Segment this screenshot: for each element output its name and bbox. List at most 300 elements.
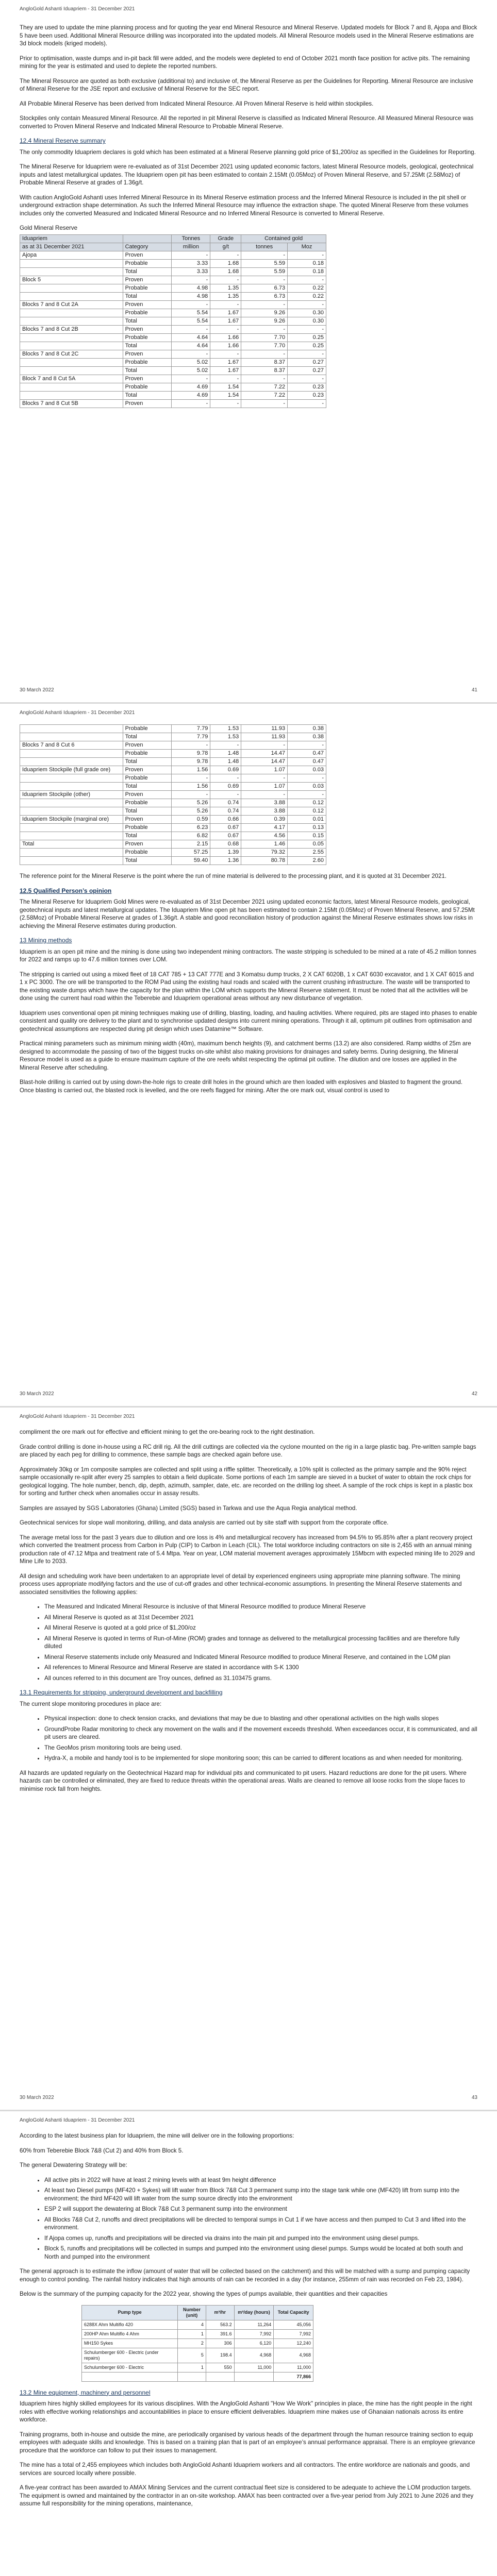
table-row xyxy=(20,366,326,375)
table-cell: 1.48 xyxy=(210,758,241,766)
table-cell: 1.56 xyxy=(172,766,210,774)
table-cell: - xyxy=(172,276,210,284)
list-item: • All ounces referred to in this document are Troy ounces, defined as 31.103475 grams. xyxy=(44,1674,477,1683)
table-cell: 5.26 xyxy=(172,807,210,816)
list-item: • If Ajopa comes up, runoffs and precipitations will be directed via drains into the main pit and pumped into the environment using diesel pumps. xyxy=(44,2234,477,2243)
table-cell: 0.23 xyxy=(288,391,326,399)
table-cell: Proven xyxy=(123,251,172,259)
table-cell: 0.12 xyxy=(288,807,326,816)
page-footer xyxy=(20,1391,477,1397)
table-cell: 0.27 xyxy=(288,366,326,375)
table-cell: 8.37 xyxy=(241,366,288,375)
table-cell xyxy=(20,849,123,857)
table-cell: - xyxy=(288,399,326,408)
gold-reserve-table xyxy=(20,234,326,408)
paragraph: The current slope monitoring procedures in place are: xyxy=(20,1700,162,1707)
table-cell xyxy=(20,309,123,317)
table-cell: - xyxy=(210,251,241,259)
table-cell: Total xyxy=(123,342,172,350)
table-cell: - xyxy=(210,276,241,284)
page-header: AngloGold Ashanti Iduapriem - 31 December 2021 xyxy=(20,1414,135,1419)
table-cell: 4.17 xyxy=(241,824,288,832)
table-cell: 0.68 xyxy=(210,840,241,849)
table-header-cell: Pump type xyxy=(82,2305,178,2320)
table-row xyxy=(20,251,326,259)
table-row xyxy=(20,758,326,766)
table-cell: 0.59 xyxy=(172,816,210,824)
table-cell: 12,240 xyxy=(274,2338,313,2348)
table-cell: 0.15 xyxy=(288,832,326,840)
table-row xyxy=(20,791,326,799)
table-cell xyxy=(20,832,123,840)
table-row xyxy=(20,857,326,865)
table-cell: - xyxy=(172,350,210,358)
page-footer xyxy=(20,2095,477,2100)
table-cell: MH150 Sykes xyxy=(82,2338,178,2348)
table-cell: 7.70 xyxy=(241,333,288,342)
page-44 xyxy=(0,2111,497,2576)
table-cell xyxy=(20,342,123,350)
table-cell: 2.55 xyxy=(288,849,326,857)
table-cell: 0.22 xyxy=(288,284,326,292)
table-cell xyxy=(206,2372,234,2381)
table-cell xyxy=(20,333,123,342)
table-cell: 5.59 xyxy=(241,267,288,276)
table-row xyxy=(20,799,326,807)
table-cell xyxy=(20,774,123,783)
table-cell: 6.73 xyxy=(241,284,288,292)
table-cell: 200HP Ahm Multiflo 4 Ahm xyxy=(82,2329,178,2338)
table-cell: 11.93 xyxy=(241,725,288,733)
table-cell: - xyxy=(288,791,326,799)
table-cell: 4.98 xyxy=(172,284,210,292)
paragraph: Below is the summary of the pumping capacity for the 2022 year, showing the types of pumps available, their quantities and their capacities xyxy=(20,2291,388,2297)
table-cell: 6288X Ahm Multiflo 420 xyxy=(82,2320,178,2329)
table-cell: Schulumberger 600 - Electric xyxy=(82,2363,178,2372)
table-cell: Proven xyxy=(123,276,172,284)
bullet-list xyxy=(20,2176,477,2261)
table-body xyxy=(82,2320,313,2372)
table-cell: 1.66 xyxy=(210,342,241,350)
table-cell: Probable xyxy=(123,309,172,317)
table-cell: 0.25 xyxy=(288,333,326,342)
paragraph: Approximately 30kg or 1m composite samples are collected and split using a riffle splitter. Theoretically, a 10% split is collected as the primary sample and the 90% reject sample occasionally re-split after every 25 samples to obtain a field duplicate. Some portions of each 1m sample are sieved in a bucket of water to obtain the rock chips for geological logging. The hole number, bench, dip, depth, azimuth, sampler, date, etc. are recorded on the drilling log sheet. A sample of the rock chips is kept in a plastic box for sorting and further check when anomalies occur in assay results. xyxy=(20,1466,473,1497)
table-cell: - xyxy=(210,300,241,309)
table-row xyxy=(20,750,326,758)
table-cell: Blocks 7 and 8 Cut 2C xyxy=(20,350,123,358)
table-cell: 0.30 xyxy=(288,317,326,325)
section-heading: 13.1 Requirements for stripping, underground development and backfilling xyxy=(20,1689,223,1696)
table-cell: 45,056 xyxy=(274,2320,313,2329)
table-header-cell xyxy=(123,234,172,243)
table-cell: - xyxy=(172,741,210,750)
table-row xyxy=(20,807,326,816)
table-row xyxy=(20,725,326,733)
gold-reserve-table-continued xyxy=(20,724,326,865)
table-cell: 1.36 xyxy=(210,857,241,865)
table-cell: 0.30 xyxy=(288,309,326,317)
table-cell: - xyxy=(210,791,241,799)
table-cell xyxy=(20,284,123,292)
table-row xyxy=(20,276,326,284)
table-cell: Probable xyxy=(123,284,172,292)
page-number: 43 xyxy=(471,2095,477,2100)
table-cell: 7.79 xyxy=(172,725,210,733)
table-cell: Blocks 7 and 8 Cut 2A xyxy=(20,300,123,309)
table-row xyxy=(20,840,326,849)
table-cell: 0.69 xyxy=(210,766,241,774)
table-cell: Probable xyxy=(123,774,172,783)
paragraph: They are used to update the mine planning process and for quoting the year end Mineral Resource and Mineral Reserve. Updated models for Block 7 and 8, Ajopa and Block 5 have been used. Additional Mineral Resource drilling was incorporated into the updated models. All Mineral Resource models used in the Mineral Reserve estimations are 3d block models (kriged models). xyxy=(20,24,477,47)
footer-date: 30 March 2022 xyxy=(20,1391,54,1397)
paragraph: The reference point for the Mineral Reserve is the point where the run of mine material is delivered to the processing plant, and it is quoted at 31 December 2021. xyxy=(20,873,447,879)
table-cell: 6.82 xyxy=(172,832,210,840)
table-cell: 0.39 xyxy=(241,816,288,824)
page-42-content xyxy=(20,724,477,1101)
list-item: • Block 5, runoffs and precipitations will be collected in sumps and pumped into the environment using diesel pumps. Sumps would be located at both south and North and pumped into the environment xyxy=(44,2245,477,2261)
table-cell: - xyxy=(241,350,288,358)
table-row xyxy=(20,383,326,391)
section-heading: 12.5 Qualified Person’s opinion xyxy=(20,887,112,894)
table-cell: 1.68 xyxy=(210,267,241,276)
paragraph: The general Dewatering Strategy will be: xyxy=(20,2162,127,2168)
table-cell: 0.38 xyxy=(288,733,326,741)
table-cell: 11,264 xyxy=(234,2320,274,2329)
table-cell: - xyxy=(241,741,288,750)
table-cell: - xyxy=(210,350,241,358)
table-cell: 0.74 xyxy=(210,799,241,807)
table-cell: 0.18 xyxy=(288,259,326,267)
table-cell: 6.73 xyxy=(241,292,288,300)
table-row xyxy=(82,2348,313,2363)
table-cell: 0.23 xyxy=(288,383,326,391)
table-row xyxy=(20,733,326,741)
table-header-cell: as at 31 December 2021 xyxy=(20,243,123,251)
paragraph: The Mineral Reserve for Iduapriem Gold Mines were re-evaluated as of 31st December 2021 using updated economic factors, latest Mineral Resource models, geological, geotechnical inputs and latest metallurgical updates. The Iduapriem Mine open pit has been estimated to contain 2.15Mt (0.05Moz) of Proven Mineral Reserve, and 57.25Mt (2.58Moz) of Probable Mineral Reserve at grades of 1.36g/t. A stable and good reconciliation history of production against the Mineral Reserve estimates shows low risks in achieving the Mineral Reserve estimates during production. xyxy=(20,899,475,929)
table-cell: 5.54 xyxy=(172,317,210,325)
table-cell: 14.47 xyxy=(241,750,288,758)
table-header-row xyxy=(20,243,326,251)
table-cell: 3.33 xyxy=(172,267,210,276)
table-header-cell: Grade xyxy=(210,234,241,243)
section-heading: 13 Mining methods xyxy=(20,937,72,944)
table-cell: 5.26 xyxy=(172,799,210,807)
paragraph: The Mineral Resource are quoted as both exclusive (additional to) and inclusive of, the Mineral Reserve as per the Guidelines for Reporting. Mineral Resource are inclusive of Mineral Reserve for the JSE report and exclusive of Mineral Reserve for the SEC report. xyxy=(20,77,473,92)
list-item: • All active pits in 2022 will have at least 2 mining levels with at least 9m height difference xyxy=(44,2176,477,2184)
table-cell: 1.48 xyxy=(210,750,241,758)
table-cell: 1.35 xyxy=(210,292,241,300)
table-cell: 1.46 xyxy=(241,840,288,849)
paragraph: Training programs, both in-house and outside the mine, are periodically organised by various heads of the department through the human resource training section to equip employees with adequate skills and knowledge. This is based on a training plan that is part of an employee’s annual performance appraisal. There is an employee grievance procedure that the workforce can follow to put their issues to management. xyxy=(20,2431,475,2454)
table-cell: Proven xyxy=(123,816,172,824)
table-cell: Proven xyxy=(123,791,172,799)
table-cell: - xyxy=(241,300,288,309)
list-item: • ESP 2 will support the dewatering at Block 7&8 Cut 3 permanent sump into the environment xyxy=(44,2205,477,2213)
table-cell: 80.78 xyxy=(241,857,288,865)
table-cell: 1.67 xyxy=(210,366,241,375)
table-cell: 1.07 xyxy=(241,783,288,791)
paragraph: 60% from Teberebie Block 7&8 (Cut 2) and 40% from Block 5. xyxy=(20,2147,184,2154)
table-cell xyxy=(20,824,123,832)
table-cell: 4.56 xyxy=(241,832,288,840)
table-cell: - xyxy=(210,399,241,408)
table-cell: 0.22 xyxy=(288,292,326,300)
table-cell: Probable xyxy=(123,824,172,832)
table-cell: - xyxy=(241,399,288,408)
table-cell xyxy=(20,733,123,741)
table-cell: 0.03 xyxy=(288,766,326,774)
table-cell: - xyxy=(172,375,210,383)
table-cell: Iduapriem Stockpile (other) xyxy=(20,791,123,799)
table-cell: 1.53 xyxy=(210,733,241,741)
table-cell: 1.54 xyxy=(210,391,241,399)
table-cell: 3.88 xyxy=(241,799,288,807)
list-item: • GroundProbe Radar monitoring to check any movement on the walls and if the movement exceeds threshold. When exceedances occur, it is communicated, and all pit users are cleared. xyxy=(44,1725,477,1741)
table-cell xyxy=(20,758,123,766)
table-cell: Proven xyxy=(123,350,172,358)
table-cell: 1.67 xyxy=(210,309,241,317)
paragraph: The average metal loss for the past 3 years due to dilution and ore loss is 4% and metallurgical recovery has increased from 94.5% to 95.85% after a plant recovery project which converted the treatment process from Carbon in Pulp (CIP) to Carbon in Leach (CIL). The total workforce including contractors on site is 2,455 with an annual mining production rate of 47.12 Mtpa and treatment rate of 5.4 Mtpa. Year on year, LOM material movement averages approximately 15Mbcm with expected mining life to 2029 and Mine Life to 2033. xyxy=(20,1534,475,1565)
paragraph: Practical mining parameters such as minimum mining width (40m), maximum bench heights (9), and catchment berms (13.2) are also considered. Ramp widths of 25m are designed to accommodate the passing of two of the biggest trucks on-site whilst also making provisions for drainages and safety berms. During designing, the Mineral Resource model is used as a guide to ensure maximum capture of the ore reefs whilst respecting the optimal pit outline. The dilution and ore losses are applied in the Mineral Reserve after scheduling. xyxy=(20,1040,471,1071)
pump-capacity-table xyxy=(81,2305,313,2382)
table-cell: - xyxy=(288,741,326,750)
table-row xyxy=(20,317,326,325)
table-cell: - xyxy=(172,325,210,333)
table-row xyxy=(82,2338,313,2348)
page-41 xyxy=(0,0,497,702)
table-cell: 5.02 xyxy=(172,366,210,375)
table-cell: 4.64 xyxy=(172,342,210,350)
table-cell: 11,000 xyxy=(234,2363,274,2372)
table-cell: Proven xyxy=(123,741,172,750)
table-cell: 1.39 xyxy=(210,849,241,857)
table-cell: Probable xyxy=(123,358,172,366)
table-cell: Proven xyxy=(123,325,172,333)
table-cell: Probable xyxy=(123,849,172,857)
list-item: • All references to Mineral Resource and Mineral Reserve are stated in accordance with S-K 1300 xyxy=(44,1664,477,1672)
table-cell: 0.03 xyxy=(288,783,326,791)
table-row xyxy=(20,300,326,309)
pump-total-capacity: 77,866 xyxy=(274,2372,313,2381)
list-item: • The GeoMos prism monitoring tools are being used. xyxy=(44,1744,477,1752)
table-cell: - xyxy=(172,399,210,408)
table-cell: Iduapriem Stockpile (full grade ore) xyxy=(20,766,123,774)
table-cell: 306 xyxy=(206,2338,234,2348)
page-42 xyxy=(0,704,497,1405)
table-cell: 4,968 xyxy=(234,2348,274,2363)
page-header: AngloGold Ashanti Iduapriem - 31 December 2021 xyxy=(20,710,135,716)
table-cell: 0.69 xyxy=(210,783,241,791)
table-cell: Probable xyxy=(123,799,172,807)
table-header-cell: million xyxy=(172,243,210,251)
table-cell: Probable xyxy=(123,259,172,267)
table-row xyxy=(20,832,326,840)
table-cell xyxy=(20,807,123,816)
table-cell: - xyxy=(210,741,241,750)
table-cell: - xyxy=(288,350,326,358)
page-44-content xyxy=(20,2132,477,2515)
table-header-cell: Number (unit) xyxy=(178,2305,206,2320)
page-number: 41 xyxy=(471,687,477,693)
table-cell: 11.93 xyxy=(241,733,288,741)
table-row xyxy=(20,259,326,267)
table-cell xyxy=(20,358,123,366)
table-header-cell: Category xyxy=(123,243,172,251)
table-row xyxy=(20,816,326,824)
table-cell: 4 xyxy=(178,2320,206,2329)
table-cell: 1.67 xyxy=(210,358,241,366)
table-cell: 6,120 xyxy=(234,2338,274,2348)
list-item: • Hydra-X, a mobile and handy tool is to be implemented for slope monitoring soon; this can be carried to different locations as and when needed for monitoring. xyxy=(44,1754,477,1762)
page-header: AngloGold Ashanti Iduapriem - 31 December 2021 xyxy=(20,6,135,12)
table-body xyxy=(20,725,326,865)
table-cell: Proven xyxy=(123,375,172,383)
paragraph: Blast-hole drilling is carried out by using down-the-hole rigs to create drill holes in the ground which are then loaded with explosives and blasted to fragment the ground. Once blasting is carried out, the blasted rock is levelled, and the ore reefs flagged for mining. After the ore mark out, visual control is used to xyxy=(20,1079,463,1094)
table-row xyxy=(20,766,326,774)
table-cell xyxy=(20,383,123,391)
table-cell: Iduapriem Stockpile (marginal ore) xyxy=(20,816,123,824)
table-cell: 2 xyxy=(178,2338,206,2348)
table-cell: 0.13 xyxy=(288,824,326,832)
table-title: Gold Mineral Reserve xyxy=(20,225,78,231)
table-cell: Total xyxy=(123,292,172,300)
table-row xyxy=(20,849,326,857)
paragraph: A five-year contract has been awarded to AMAX Mining Services and the current contractual fleet size is considered to be adequate to achieve the LOM production targets. The equipment is owned and maintained by the contractor in an on-site workshop. AMAX has been contracted over a five-year period from July 2021 to June 2026 and they assume full responsibility for the mining operations, maintenance, xyxy=(20,2484,474,2507)
paragraph: Iduapriem uses conventional open pit mining techniques making use of drilling, blasting, loading, and hauling activities. Where required, pits are staged into phases to enable consistent and quality ore delivery to the plant and to synchronise updated designs into current mining operations. Through it all, optimum pit outlines from optimisation and geotechnical assumptions are respected during pit design which uses Datamine™ Software. xyxy=(20,1009,477,1032)
table-cell: Total xyxy=(123,857,172,865)
table-cell xyxy=(20,267,123,276)
table-row xyxy=(20,391,326,399)
table-cell: 7,992 xyxy=(274,2329,313,2338)
table-cell: 7,992 xyxy=(234,2329,274,2338)
section-heading: 12.4 Mineral Reserve summary xyxy=(20,137,106,144)
page-43-content xyxy=(20,1428,477,1800)
table-cell: 0.18 xyxy=(288,267,326,276)
table-cell: - xyxy=(241,791,288,799)
table-cell: 0.66 xyxy=(210,816,241,824)
table-header-cell: g/t xyxy=(210,243,241,251)
table-cell xyxy=(20,783,123,791)
table-cell: - xyxy=(241,251,288,259)
paragraph: Prior to optimisation, waste dumps and in-pit back fill were added, and the models were depleted to end of October 2021 month face position for active pits. The remaining mining for the year is estimated and used to deplete the reported numbers. xyxy=(20,55,470,70)
table-cell xyxy=(20,366,123,375)
page-41-content xyxy=(20,24,477,415)
table-header-row xyxy=(20,234,326,243)
table-cell: - xyxy=(288,276,326,284)
table-cell: 79.32 xyxy=(241,849,288,857)
bullet-list xyxy=(20,1603,477,1682)
table-row xyxy=(20,399,326,408)
table-cell: 9.26 xyxy=(241,309,288,317)
table-cell: 57.25 xyxy=(172,849,210,857)
table-row xyxy=(20,284,326,292)
table-cell: 0.47 xyxy=(288,750,326,758)
table-cell: 0.25 xyxy=(288,342,326,350)
paragraph: All design and scheduling work have been undertaken to an appropriate level of detail by experienced engineers using appropriate mine planning software. The mining process uses appropriate modifying factors and the use of cut-off grades and other technical-economic assumptions. In presenting the Mineral Reserve statements and associated sensitivities the following applies: xyxy=(20,1572,462,1596)
table-cell: 7.22 xyxy=(241,383,288,391)
table-cell: Total xyxy=(123,733,172,741)
table-header-cell: Contained gold xyxy=(241,234,326,243)
table-row xyxy=(20,292,326,300)
table-row xyxy=(20,309,326,317)
table-cell xyxy=(20,725,123,733)
table-cell: - xyxy=(288,375,326,383)
table-cell: 3.33 xyxy=(172,259,210,267)
table-cell: 1 xyxy=(178,2363,206,2372)
table-cell: 550 xyxy=(206,2363,234,2372)
table-cell: Total xyxy=(123,758,172,766)
table-cell: Probable xyxy=(123,750,172,758)
table-header-cell: m³/hr xyxy=(206,2305,234,2320)
table-cell: 391.6 xyxy=(206,2329,234,2338)
table-cell: Total xyxy=(20,840,123,849)
table-cell: 4.69 xyxy=(172,383,210,391)
table-cell: Blocks 7 and 8 Cut 5B xyxy=(20,399,123,408)
table-cell: 9.26 xyxy=(241,317,288,325)
paragraph: compliment the ore mark out for effective and efficient mining to get the ore-bearing rock to the right destination. xyxy=(20,1429,315,1435)
paragraph: Iduapriem is an open pit mine and the mining is done using two independent mining contractors. The waste stripping is scheduled to be mined at a rate of 45.2 million tonnes for 2022 and ramps up to 47.6 million tonnes over LOM. xyxy=(20,948,476,963)
table-cell: Ajopa xyxy=(20,251,123,259)
table-cell: Proven xyxy=(123,766,172,774)
table-cell: 4.64 xyxy=(172,333,210,342)
table-cell: - xyxy=(241,276,288,284)
table-header-row xyxy=(82,2305,313,2320)
table-cell: - xyxy=(172,251,210,259)
table-cell: - xyxy=(288,300,326,309)
table-cell: - xyxy=(241,375,288,383)
table-cell: - xyxy=(210,375,241,383)
paragraph: The stripping is carried out using a mixed fleet of 18 CAT 785 + 13 CAT 777E and 3 Komatsu dump trucks, 2 X CAT 6020B, 1 x CAT 6030 excavator, and 1 X CAT 6015 and 1 x PC 3000. The ore will be transported to the ROM Pad using the existing haul roads and scaled with the current crushing infrastructure. The waste will be transported to the existing waste dumps which have the capacity for the plan within the LOM which supports the Mineral Reserve statement. It must be noted that all the activities will be done using the current haul road within the Teberebie and Iduapriem operational areas without any new disturbance of vegetation. xyxy=(20,971,474,1002)
table-cell: - xyxy=(288,251,326,259)
table-header-cell: m³/day (hours) xyxy=(234,2305,274,2320)
table-cell: 0.38 xyxy=(288,725,326,733)
table-row xyxy=(82,2320,313,2329)
table-cell: - xyxy=(172,300,210,309)
table-cell: 563.2 xyxy=(206,2320,234,2329)
table-cell: 198.4 xyxy=(206,2348,234,2363)
table-cell: 0.05 xyxy=(288,840,326,849)
table-cell: 7.70 xyxy=(241,342,288,350)
table-row xyxy=(20,741,326,750)
table-cell: 4,968 xyxy=(274,2348,313,2363)
table-cell: Probable xyxy=(123,725,172,733)
table-cell: 9.78 xyxy=(172,758,210,766)
table-cell: Total xyxy=(123,807,172,816)
page-footer xyxy=(20,687,477,693)
table-cell: - xyxy=(172,791,210,799)
list-item: • Mineral Reserve statements include only Measured and Indicated Mineral Resource modified to produce Mineral Reserve, and contained in the LOM plan xyxy=(44,1653,477,1662)
table-row xyxy=(20,342,326,350)
bullet-list xyxy=(20,1715,477,1762)
table-row xyxy=(20,358,326,366)
paragraph: Stockpiles only contain Measured Mineral Resource. All the reported in pit Mineral Reserve is classified as Indicated Mineral Resource. All Measured Mineral Resource was converted to Proven Mineral Reserve and Indicated Mineral Resource to Probable Mineral Reserve. xyxy=(20,115,474,130)
page-number: 42 xyxy=(471,1391,477,1397)
paragraph: All hazards are updated regularly on the Geotechnical Hazard map for individual pits and communicated to pit users. Hazard reductions are done for the pit users. Where hazards can be controlled or eliminated, they are fixed to reduce threats within the operational areas. Walls are cleaned to remove all loose rocks from the slope faces to minimise rock fall from heights. xyxy=(20,1769,467,1792)
table-total-row xyxy=(82,2372,313,2381)
list-item: • The Measured and Indicated Mineral Resource is inclusive of that Mineral Resource modified to produce Mineral Reserve xyxy=(44,1603,477,1611)
paragraph: The only commodity Iduapriem declares is gold which has been estimated at a Mineral Reserve planning gold price of $1,200/oz as specified in the Guidelines for Reporting. xyxy=(20,148,476,156)
table-cell: Total xyxy=(123,366,172,375)
table-row xyxy=(20,783,326,791)
table-cell: 9.78 xyxy=(172,750,210,758)
table-cell: 7.79 xyxy=(172,733,210,741)
table-cell: Total xyxy=(123,391,172,399)
table-cell: 0.67 xyxy=(210,832,241,840)
paragraph: The Mineral Reserve for Iduapriem were re-evaluated as of 31st December 2021 using updated economic factors, latest Mineral Resource models, geological, geotechnical inputs and latest metallurgical updates. The Iduapriem open pit has been estimated to contain 2.15Mt (0.05Moz) of Proven Mineral Reserve, and 57.25Mt (2.58Moz) of Probable Mineral Reserve at grades of 1.36g/t. xyxy=(20,163,474,186)
table-cell: 5.02 xyxy=(172,358,210,366)
table-cell: - xyxy=(172,774,210,783)
list-item: • All Blocks 7&8 Cut 2, runoffs and direct precipitations will be directed to temporal sumps in Cut 1 if we have access and then pumped to Cut 3 and lifted into the environment. xyxy=(44,2216,477,2232)
